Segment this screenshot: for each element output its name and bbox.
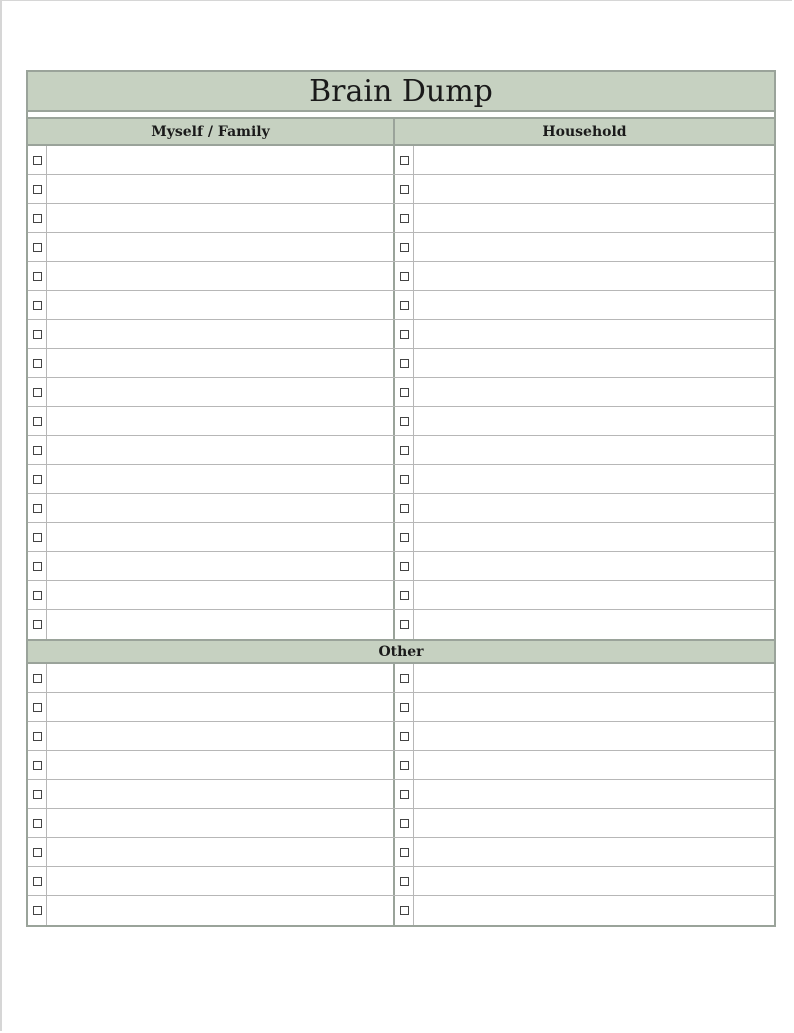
right-task-cell: [395, 291, 774, 319]
task-checkbox[interactable]: [33, 674, 42, 683]
task-checkbox[interactable]: [400, 620, 409, 629]
task-checkbox[interactable]: [400, 359, 409, 368]
checkbox-cell: [395, 896, 414, 925]
left-task-cell: [28, 809, 395, 837]
task-row: [28, 175, 774, 204]
task-checkbox[interactable]: [400, 214, 409, 223]
task-checkbox[interactable]: [400, 877, 409, 886]
task-line[interactable]: [47, 204, 393, 232]
task-row: [28, 320, 774, 349]
left-task-cell: [28, 896, 395, 925]
right-task-cell: [395, 465, 774, 493]
task-row: [28, 722, 774, 751]
task-checkbox[interactable]: [400, 504, 409, 513]
task-row: [28, 581, 774, 610]
task-line[interactable]: [47, 809, 393, 837]
left-task-cell: [28, 146, 395, 174]
left-task-cell: [28, 407, 395, 435]
task-line[interactable]: [47, 552, 393, 580]
right-task-cell: [395, 722, 774, 750]
task-line[interactable]: [414, 407, 774, 435]
right-task-cell: [395, 175, 774, 203]
other-header: Other: [378, 643, 424, 660]
task-line[interactable]: [414, 664, 774, 692]
checkbox-cell: [395, 664, 414, 692]
task-line[interactable]: [414, 722, 774, 750]
right-task-cell: [395, 320, 774, 348]
left-task-cell: [28, 722, 395, 750]
left-task-cell: [28, 867, 395, 895]
checkbox-cell: [395, 465, 414, 493]
task-checkbox[interactable]: [400, 185, 409, 194]
task-line[interactable]: [47, 378, 393, 406]
right-task-cell: [395, 780, 774, 808]
checkbox-cell: [28, 780, 47, 808]
page-title: Brain Dump: [28, 72, 774, 112]
task-checkbox[interactable]: [400, 475, 409, 484]
checkbox-cell: [28, 809, 47, 837]
task-row: [28, 523, 774, 552]
task-line[interactable]: [47, 262, 393, 290]
checkbox-cell: [395, 262, 414, 290]
checkbox-cell: [28, 867, 47, 895]
task-row: [28, 465, 774, 494]
checkbox-cell: [395, 175, 414, 203]
task-checkbox[interactable]: [400, 819, 409, 828]
task-line[interactable]: [414, 693, 774, 721]
task-line[interactable]: [414, 867, 774, 895]
task-line[interactable]: [414, 610, 774, 639]
task-checkbox[interactable]: [33, 417, 42, 426]
task-checkbox[interactable]: [33, 330, 42, 339]
task-checkbox[interactable]: [33, 703, 42, 712]
checkbox-cell: [395, 407, 414, 435]
right-task-cell: [395, 867, 774, 895]
task-line[interactable]: [414, 146, 774, 174]
task-line[interactable]: [414, 494, 774, 522]
task-row: [28, 436, 774, 465]
task-checkbox[interactable]: [33, 533, 42, 542]
checkbox-cell: [28, 722, 47, 750]
task-line[interactable]: [414, 780, 774, 808]
checkbox-cell: [395, 494, 414, 522]
task-row: [28, 664, 774, 693]
task-checkbox[interactable]: [33, 591, 42, 600]
left-task-cell: [28, 664, 395, 692]
checkbox-cell: [395, 581, 414, 609]
checkbox-cell: [395, 233, 414, 261]
task-row: [28, 262, 774, 291]
task-checkbox[interactable]: [400, 388, 409, 397]
task-line[interactable]: [47, 523, 393, 551]
task-row: [28, 552, 774, 581]
checkbox-cell: [395, 146, 414, 174]
checkbox-cell: [28, 693, 47, 721]
task-checkbox[interactable]: [400, 243, 409, 252]
task-line[interactable]: [414, 175, 774, 203]
checkbox-cell: [395, 552, 414, 580]
checkbox-cell: [395, 291, 414, 319]
task-checkbox[interactable]: [400, 417, 409, 426]
task-line[interactable]: [47, 175, 393, 203]
task-checkbox[interactable]: [33, 504, 42, 513]
task-checkbox[interactable]: [33, 359, 42, 368]
task-row: [28, 751, 774, 780]
task-line[interactable]: [414, 291, 774, 319]
task-checkbox[interactable]: [33, 562, 42, 571]
checkbox-cell: [28, 751, 47, 779]
task-row: [28, 896, 774, 925]
task-checkbox[interactable]: [400, 906, 409, 915]
right-task-cell: [395, 407, 774, 435]
task-checkbox[interactable]: [33, 156, 42, 165]
right-task-cell: [395, 838, 774, 866]
task-checkbox[interactable]: [33, 446, 42, 455]
checkbox-cell: [395, 693, 414, 721]
checkbox-cell: [28, 320, 47, 348]
checkbox-cell: [395, 378, 414, 406]
left-task-cell: [28, 465, 395, 493]
checkbox-cell: [28, 552, 47, 580]
task-checkbox[interactable]: [33, 301, 42, 310]
task-checkbox[interactable]: [400, 703, 409, 712]
section-header-row: [28, 119, 774, 146]
checkbox-cell: [28, 465, 47, 493]
checkbox-cell: [395, 610, 414, 639]
task-line[interactable]: [414, 465, 774, 493]
task-checkbox[interactable]: [400, 533, 409, 542]
task-line[interactable]: [47, 867, 393, 895]
task-line[interactable]: [47, 407, 393, 435]
task-checkbox[interactable]: [400, 301, 409, 310]
task-checkbox[interactable]: [33, 732, 42, 741]
task-row: [28, 146, 774, 175]
right-task-cell: [395, 146, 774, 174]
task-row: [28, 233, 774, 262]
task-checkbox[interactable]: [400, 272, 409, 281]
right-task-cell: [395, 552, 774, 580]
task-line[interactable]: [414, 809, 774, 837]
brain-dump-sheet: [26, 70, 776, 927]
left-task-cell: [28, 378, 395, 406]
task-row: [28, 693, 774, 722]
checkbox-cell: [28, 494, 47, 522]
task-line[interactable]: [47, 291, 393, 319]
task-checkbox[interactable]: [400, 156, 409, 165]
task-checkbox[interactable]: [400, 674, 409, 683]
checkbox-cell: [395, 780, 414, 808]
checkbox-cell: [28, 838, 47, 866]
task-checkbox[interactable]: [33, 761, 42, 770]
task-checkbox[interactable]: [33, 388, 42, 397]
left-task-cell: [28, 610, 395, 639]
task-checkbox[interactable]: [33, 877, 42, 886]
left-task-cell: [28, 204, 395, 232]
task-row: [28, 494, 774, 523]
task-line[interactable]: [414, 320, 774, 348]
task-checkbox[interactable]: [400, 761, 409, 770]
checkbox-cell: [395, 349, 414, 377]
task-row: [28, 407, 774, 436]
left-task-cell: [28, 552, 395, 580]
right-task-cell: [395, 693, 774, 721]
checkbox-cell: [28, 204, 47, 232]
task-line[interactable]: [414, 523, 774, 551]
checkbox-cell: [28, 262, 47, 290]
task-checkbox[interactable]: [33, 272, 42, 281]
task-row: [28, 867, 774, 896]
left-task-cell: [28, 262, 395, 290]
task-checkbox[interactable]: [33, 819, 42, 828]
right-task-cell: [395, 751, 774, 779]
left-task-cell: [28, 233, 395, 261]
task-checkbox[interactable]: [400, 848, 409, 857]
task-checkbox[interactable]: [400, 790, 409, 799]
checkbox-cell: [28, 407, 47, 435]
task-row: [28, 780, 774, 809]
checkbox-cell: [395, 204, 414, 232]
checkbox-cell: [28, 291, 47, 319]
left-task-cell: [28, 175, 395, 203]
task-checkbox[interactable]: [400, 446, 409, 455]
task-row: [28, 204, 774, 233]
task-row: [28, 378, 774, 407]
checkbox-cell: [395, 722, 414, 750]
task-line[interactable]: [47, 838, 393, 866]
other-rows: [28, 664, 774, 925]
left-task-cell: [28, 320, 395, 348]
checkbox-cell: [28, 610, 47, 639]
right-task-cell: [395, 262, 774, 290]
task-checkbox[interactable]: [400, 591, 409, 600]
checkbox-cell: [28, 436, 47, 464]
task-line[interactable]: [47, 320, 393, 348]
task-line[interactable]: [414, 838, 774, 866]
task-line[interactable]: [47, 233, 393, 261]
household-header: Household: [542, 123, 627, 140]
task-row: [28, 291, 774, 320]
task-line[interactable]: [47, 780, 393, 808]
task-checkbox[interactable]: [33, 243, 42, 252]
right-task-cell: [395, 896, 774, 925]
checkbox-cell: [395, 838, 414, 866]
task-checkbox[interactable]: [400, 562, 409, 571]
task-line[interactable]: [47, 146, 393, 174]
left-task-cell: [28, 693, 395, 721]
checkbox-cell: [395, 809, 414, 837]
other-header-row: [28, 639, 774, 664]
task-line[interactable]: [47, 610, 393, 639]
task-line[interactable]: [47, 349, 393, 377]
task-line[interactable]: [47, 722, 393, 750]
task-checkbox[interactable]: [33, 848, 42, 857]
right-task-cell: [395, 233, 774, 261]
right-task-cell: [395, 523, 774, 551]
task-line[interactable]: [47, 751, 393, 779]
task-line[interactable]: [47, 664, 393, 692]
task-row: [28, 809, 774, 838]
task-line[interactable]: [414, 896, 774, 925]
right-task-cell: [395, 436, 774, 464]
task-checkbox[interactable]: [400, 732, 409, 741]
left-task-cell: [28, 494, 395, 522]
checkbox-cell: [395, 751, 414, 779]
top-rows: [28, 146, 774, 639]
checkbox-cell: [28, 664, 47, 692]
right-task-cell: [395, 378, 774, 406]
right-task-cell: [395, 610, 774, 639]
title-spacer: [28, 112, 774, 119]
right-task-cell: [395, 664, 774, 692]
task-checkbox[interactable]: [400, 330, 409, 339]
task-checkbox[interactable]: [33, 475, 42, 484]
task-line[interactable]: [47, 436, 393, 464]
left-task-cell: [28, 780, 395, 808]
checkbox-cell: [28, 378, 47, 406]
left-task-cell: [28, 291, 395, 319]
task-line[interactable]: [414, 581, 774, 609]
right-task-cell: [395, 494, 774, 522]
task-line[interactable]: [414, 751, 774, 779]
task-line[interactable]: [414, 233, 774, 261]
right-task-cell: [395, 809, 774, 837]
task-line[interactable]: [47, 581, 393, 609]
task-checkbox[interactable]: [33, 790, 42, 799]
task-row: [28, 610, 774, 639]
task-checkbox[interactable]: [33, 214, 42, 223]
checkbox-cell: [28, 349, 47, 377]
checkbox-cell: [28, 146, 47, 174]
right-task-cell: [395, 349, 774, 377]
checkbox-cell: [395, 523, 414, 551]
checkbox-cell: [28, 523, 47, 551]
right-task-cell: [395, 204, 774, 232]
task-row: [28, 349, 774, 378]
checkbox-cell: [395, 320, 414, 348]
left-task-cell: [28, 581, 395, 609]
left-task-cell: [28, 751, 395, 779]
task-line[interactable]: [414, 262, 774, 290]
myself-family-header: Myself / Family: [28, 119, 395, 144]
checkbox-cell: [28, 896, 47, 925]
left-task-cell: [28, 523, 395, 551]
task-checkbox[interactable]: [33, 906, 42, 915]
task-checkbox[interactable]: [33, 185, 42, 194]
task-line[interactable]: [47, 896, 393, 925]
task-line[interactable]: [414, 436, 774, 464]
left-task-cell: [28, 436, 395, 464]
task-line[interactable]: [47, 465, 393, 493]
task-row: [28, 838, 774, 867]
task-line[interactable]: [414, 349, 774, 377]
checkbox-cell: [395, 867, 414, 895]
task-line[interactable]: [414, 378, 774, 406]
checkbox-cell: [28, 581, 47, 609]
checkbox-cell: [28, 233, 47, 261]
task-line[interactable]: [414, 204, 774, 232]
right-task-cell: [395, 581, 774, 609]
task-line[interactable]: [414, 552, 774, 580]
task-line[interactable]: [47, 693, 393, 721]
left-task-cell: [28, 349, 395, 377]
checkbox-cell: [395, 436, 414, 464]
task-checkbox[interactable]: [33, 620, 42, 629]
checkbox-cell: [28, 175, 47, 203]
left-task-cell: [28, 838, 395, 866]
task-line[interactable]: [47, 494, 393, 522]
